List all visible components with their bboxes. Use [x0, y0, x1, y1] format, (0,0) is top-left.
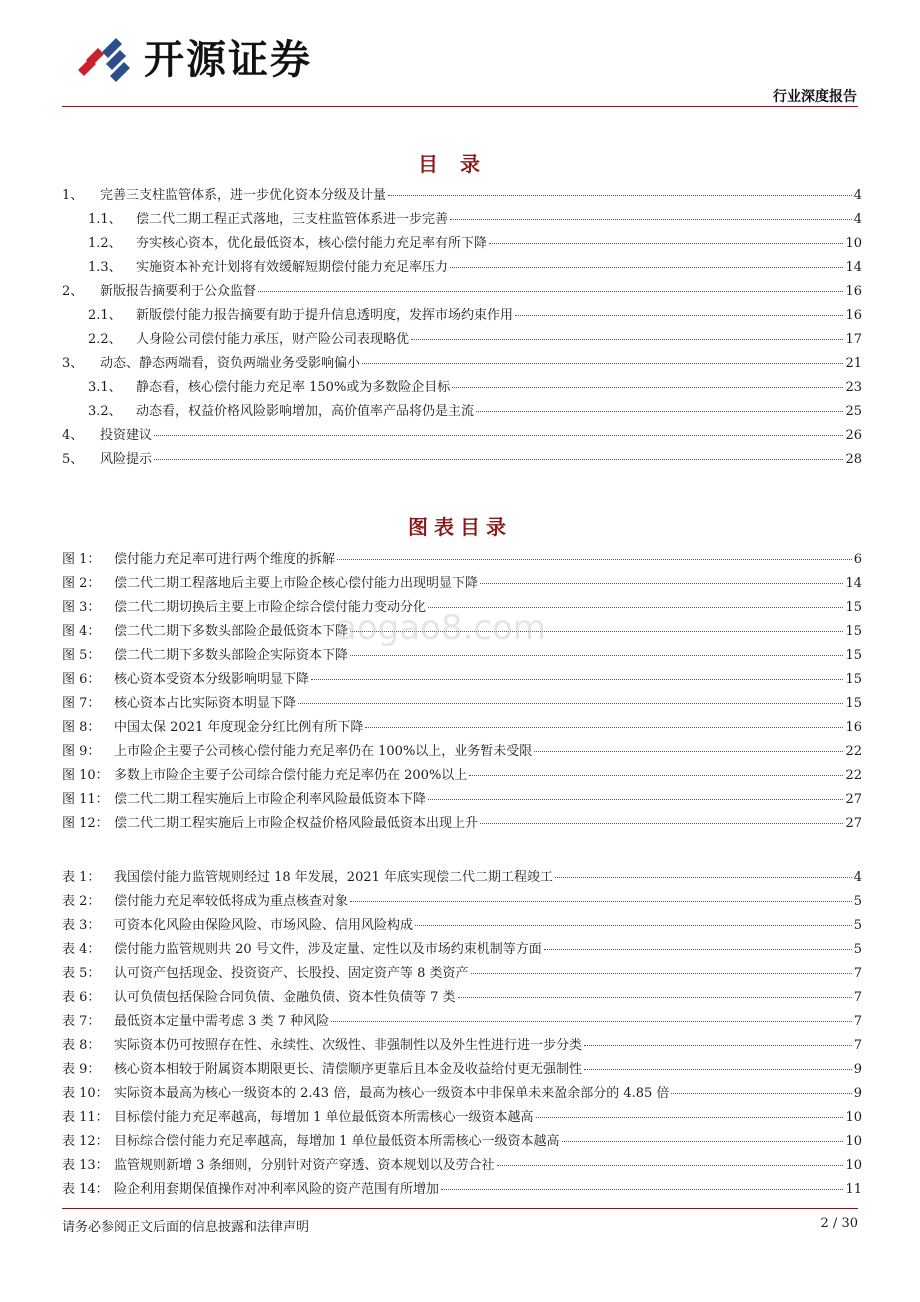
toc-entry[interactable] — [62, 448, 862, 472]
entry-number: 1.2、 — [88, 236, 122, 251]
entry-page-number: 6 — [853, 552, 862, 567]
entry-number: 表 8： — [62, 1038, 101, 1053]
entry-page-number: 5 — [853, 894, 862, 909]
entry-title: 核心资本受资本分级影响明显下降 — [114, 672, 310, 687]
toc-entry[interactable] — [62, 424, 862, 448]
toc-entry[interactable] — [62, 788, 862, 812]
entry-title: 核心资本相较于附属资本期限更长、清偿顺序更靠后且本金及收益给付更无强制性 — [114, 1062, 583, 1077]
entry-title: 实际资本仍可按照存在性、永续性、次级性、非强制性以及外生性进行进一步分类 — [114, 1038, 583, 1053]
entry-number: 表 4： — [62, 942, 101, 957]
report-type: 行业深度报告 — [773, 89, 857, 105]
toc-entry[interactable] — [62, 1034, 862, 1058]
toc-entry[interactable] — [62, 596, 862, 620]
entry-title: 最低资本定量中需考虑 3 类 7 种风险 — [114, 1014, 330, 1029]
entry-number: 表 1： — [62, 870, 101, 885]
entry-page-number: 11 — [845, 1182, 862, 1197]
dot-leader — [331, 1021, 852, 1022]
entry-page-number: 22 — [845, 744, 862, 759]
toc-entry[interactable] — [62, 400, 862, 424]
toc-entry[interactable] — [62, 1154, 862, 1178]
entry-number: 图 2： — [62, 576, 101, 591]
dot-leader — [515, 315, 843, 316]
dot-leader — [258, 291, 843, 292]
entry-page-number: 27 — [845, 792, 862, 807]
entry-page-number: 4 — [853, 188, 862, 203]
toc-entry[interactable] — [62, 986, 862, 1010]
dot-leader — [497, 1165, 844, 1166]
entry-page-number: 7 — [853, 990, 862, 1005]
dot-leader — [441, 1189, 843, 1190]
entry-page-number: 15 — [845, 672, 862, 687]
dot-leader — [671, 1093, 851, 1094]
toc-entry[interactable] — [62, 184, 862, 208]
toc-entry[interactable] — [62, 668, 862, 692]
entry-page-number: 15 — [845, 600, 862, 615]
entry-number: 表 14： — [62, 1182, 109, 1197]
toc-entry[interactable] — [62, 914, 862, 938]
watermark: aogao8.com — [336, 608, 546, 648]
entry-title: 实施资本补充计划将有效缓解短期偿付能力充足率压力 — [136, 260, 449, 275]
entry-page-number: 28 — [845, 452, 862, 467]
entry-title: 偿二代二期切换后主要上市险企综合偿付能力变动分化 — [114, 600, 427, 615]
header-divider — [62, 106, 858, 107]
dot-leader — [544, 949, 852, 950]
entry-page-number: 21 — [845, 356, 862, 371]
dot-leader — [534, 751, 843, 752]
entry-number: 图 6： — [62, 672, 101, 687]
entry-title: 多数上市险企主要子公司综合偿付能力充足率仍在 200%以上 — [114, 768, 468, 783]
toc-entry[interactable] — [62, 620, 862, 644]
entry-title: 动态看，权益价格风险影响增加，高价值率产品将仍是主流 — [136, 404, 475, 419]
toc-entry[interactable] — [62, 232, 862, 256]
toc-entry[interactable] — [62, 328, 862, 352]
entry-page-number: 16 — [845, 308, 862, 323]
entry-page-number: 5 — [853, 942, 862, 957]
toc-entry[interactable] — [62, 1178, 862, 1202]
entry-number: 图 1： — [62, 552, 101, 567]
entry-number: 图 4： — [62, 624, 101, 639]
entry-number: 2.1、 — [88, 308, 122, 323]
entry-title: 偿付能力监管规则共 20 号文件，涉及定量、定性以及市场约束机制等方面 — [114, 942, 542, 957]
entry-page-number: 9 — [853, 1086, 862, 1101]
entry-title: 监管规则新增 3 条细则，分别针对资产穿透、资本规划以及劳合社 — [114, 1158, 495, 1173]
entry-number: 图 12： — [62, 816, 109, 831]
entry-number: 1、 — [62, 188, 84, 203]
dot-leader — [450, 219, 852, 220]
entry-page-number: 14 — [845, 576, 862, 591]
entry-title: 目标综合偿付能力充足率越高，每增加 1 单位最低资本所需核心一级资本越高 — [114, 1134, 560, 1149]
dot-leader — [584, 1069, 852, 1070]
dot-leader — [471, 973, 852, 974]
toc-entry[interactable] — [62, 256, 862, 280]
entry-number: 表 11： — [62, 1110, 109, 1125]
dot-leader — [428, 799, 843, 800]
entry-number: 表 5： — [62, 966, 101, 981]
toc-entry[interactable] — [62, 692, 862, 716]
entry-number: 5、 — [62, 452, 84, 467]
entry-title: 险企利用套期保值操作对冲利率风险的资产范围有所增加 — [114, 1182, 440, 1197]
entry-title: 新版偿付能力报告摘要有助于提升信息透明度，发挥市场约束作用 — [136, 308, 514, 323]
entry-number: 2.2、 — [88, 332, 122, 347]
entry-title: 认可资产包括现金、投资资产、长股投、固定资产等 8 类资产 — [114, 966, 469, 981]
entry-number: 3、 — [62, 356, 84, 371]
entry-page-number: 10 — [845, 236, 862, 251]
entry-page-number: 7 — [853, 966, 862, 981]
toc-entry[interactable] — [62, 572, 862, 596]
entry-number: 表 2： — [62, 894, 101, 909]
entry-title: 上市险企主要子公司核心偿付能力充足率仍在 100%以上，业务暂未受限 — [114, 744, 533, 759]
brand-name: 开源证券 — [144, 36, 312, 83]
toc-entry[interactable] — [62, 716, 862, 740]
dot-leader — [362, 363, 843, 364]
entry-title: 人身险公司偿付能力承压，财产险公司表现略优 — [136, 332, 410, 347]
entry-page-number: 9 — [853, 1062, 862, 1077]
toc-entry[interactable] — [62, 962, 862, 986]
footer-divider — [62, 1208, 858, 1209]
entry-title: 偿二代二期下多数头部险企实际资本下降 — [114, 648, 349, 663]
dot-leader — [476, 411, 843, 412]
entry-title: 偿二代二期工程正式落地，三支柱监管体系进一步完善 — [136, 212, 449, 227]
entry-number: 表 13： — [62, 1158, 109, 1173]
entry-number: 图 11： — [62, 792, 109, 807]
entry-page-number: 15 — [845, 696, 862, 711]
dot-leader — [337, 559, 852, 560]
toc-entry[interactable] — [62, 376, 862, 400]
entry-number: 表 6： — [62, 990, 101, 1005]
dot-leader — [458, 997, 852, 998]
dot-leader — [350, 901, 852, 902]
entry-page-number: 27 — [845, 816, 862, 831]
toc-entry[interactable] — [62, 1106, 862, 1130]
toc-entry[interactable] — [62, 1082, 862, 1106]
entry-title: 目标偿付能力充足率越高，每增加 1 单位最低资本所需核心一级资本越高 — [114, 1110, 534, 1125]
entry-number: 表 7： — [62, 1014, 101, 1029]
entry-number: 3.2、 — [88, 404, 122, 419]
entry-number: 表 12： — [62, 1134, 109, 1149]
entry-number: 表 10： — [62, 1086, 109, 1101]
toc-entry[interactable] — [62, 352, 862, 376]
entry-page-number: 15 — [845, 624, 862, 639]
entry-number: 3.1、 — [88, 380, 122, 395]
entry-page-number: 16 — [845, 720, 862, 735]
entry-number: 图 8： — [62, 720, 101, 735]
entry-title: 认可负债包括保险合同负债、金融负债、资本性负债等 7 类 — [114, 990, 456, 1005]
entry-title: 中国太保 2021 年度现金分红比例有所下降 — [114, 720, 364, 735]
dot-leader — [450, 267, 843, 268]
dot-leader — [350, 631, 843, 632]
entry-page-number: 10 — [845, 1134, 862, 1149]
dot-leader — [415, 925, 852, 926]
dot-leader — [365, 727, 843, 728]
toc-entry[interactable] — [62, 644, 862, 668]
dot-leader — [584, 1045, 852, 1046]
entry-number: 图 9： — [62, 744, 101, 759]
entry-number: 1.3、 — [88, 260, 122, 275]
entry-number: 图 10： — [62, 768, 109, 783]
toc-entry[interactable] — [62, 1010, 862, 1034]
entry-title: 偿二代二期工程实施后上市险企利率风险最低资本下降 — [114, 792, 427, 807]
entry-number: 4、 — [62, 428, 84, 443]
toc-entry[interactable] — [62, 938, 862, 962]
entry-title: 偿二代二期工程落地后主要上市险企核心偿付能力出现明显下降 — [114, 576, 479, 591]
entry-page-number: 17 — [845, 332, 862, 347]
entry-page-number: 26 — [845, 428, 862, 443]
entry-title: 静态看，核心偿付能力充足率 150%或为多数险企目标 — [136, 380, 451, 395]
toc-entry[interactable] — [62, 890, 862, 914]
dot-leader — [489, 243, 843, 244]
dot-leader — [298, 703, 843, 704]
entry-title: 完善三支柱监管体系，进一步优化资本分级及计量 — [100, 188, 387, 203]
toc-entry[interactable] — [62, 304, 862, 328]
entry-title: 夯实核心资本，优化最低资本，核心偿付能力充足率有所下降 — [136, 236, 488, 251]
brand-logo — [76, 28, 312, 84]
toc-entry[interactable] — [62, 812, 862, 836]
entry-title: 核心资本占比实际资本明显下降 — [114, 696, 297, 711]
toc-list — [62, 184, 862, 472]
entry-page-number: 16 — [845, 284, 862, 299]
dot-leader — [154, 459, 843, 460]
entry-page-number: 22 — [845, 768, 862, 783]
entry-title: 偿付能力充足率可进行两个维度的拆解 — [114, 552, 336, 567]
toc-entry[interactable] — [62, 1058, 862, 1082]
entry-page-number: 10 — [845, 1110, 862, 1125]
dot-leader — [480, 823, 843, 824]
toc-title: 目录 — [418, 152, 502, 176]
entry-number: 表 9： — [62, 1062, 101, 1077]
entry-page-number: 23 — [845, 380, 862, 395]
dot-leader — [452, 387, 843, 388]
dot-leader — [350, 655, 843, 656]
entry-page-number: 4 — [853, 870, 862, 885]
entry-number: 图 3： — [62, 600, 101, 615]
table-list — [62, 866, 862, 1202]
entry-page-number: 25 — [845, 404, 862, 419]
entry-title: 风险提示 — [100, 452, 153, 467]
entry-page-number: 7 — [853, 1038, 862, 1053]
entry-number: 图 5： — [62, 648, 101, 663]
dot-leader — [469, 775, 843, 776]
toc-entry[interactable] — [62, 208, 862, 232]
entry-title: 偿二代二期下多数头部险企最低资本下降 — [114, 624, 349, 639]
toc-entry[interactable] — [62, 740, 862, 764]
entry-title: 我国偿付能力监管规则经过 18 年发展，2021 年底实现偿二代二期工程竣工 — [114, 870, 554, 885]
figures-title: 图表目录 — [408, 515, 512, 539]
entry-title: 投资建议 — [100, 428, 153, 443]
entry-title: 偿付能力充足率较低将成为重点核查对象 — [114, 894, 349, 909]
dot-leader — [311, 679, 843, 680]
toc-entry[interactable] — [62, 280, 862, 304]
toc-entry[interactable] — [62, 866, 862, 890]
entry-number: 图 7： — [62, 696, 101, 711]
entry-number: 1.1、 — [88, 212, 122, 227]
entry-title: 动态、静态两端看，资负两端业务受影响偏小 — [100, 356, 361, 371]
entry-page-number: 7 — [853, 1014, 862, 1029]
entry-page-number: 4 — [853, 212, 862, 227]
entry-page-number: 5 — [853, 918, 862, 933]
dot-leader — [562, 1141, 844, 1142]
entry-page-number: 14 — [845, 260, 862, 275]
footer-disclaimer: 请务必参阅正文后面的信息披露和法律声明 — [62, 1220, 310, 1235]
page-indicator: 2 / 30 — [820, 1216, 858, 1231]
logo-mark-icon — [76, 30, 134, 82]
dot-leader — [536, 1117, 844, 1118]
dot-leader — [480, 583, 843, 584]
dot-leader — [428, 607, 843, 608]
dot-leader — [388, 195, 852, 196]
entry-title: 偿二代二期工程实施后上市险企权益价格风险最低资本出现上升 — [114, 816, 479, 831]
dot-leader — [154, 435, 843, 436]
toc-entry[interactable] — [62, 1130, 862, 1154]
entry-title: 新版报告摘要利于公众监督 — [100, 284, 257, 299]
toc-entry[interactable] — [62, 548, 862, 572]
entry-page-number: 15 — [845, 648, 862, 663]
entry-number: 2、 — [62, 284, 84, 299]
entry-title: 实际资本最高为核心一级资本的 2.43 倍，最高为核心一级资本中非保单未来盈余部分的 4.85 倍 — [114, 1086, 670, 1101]
dot-leader — [555, 877, 852, 878]
entry-page-number: 10 — [845, 1158, 862, 1173]
toc-entry[interactable] — [62, 764, 862, 788]
dot-leader — [411, 339, 843, 340]
entry-number: 表 3： — [62, 918, 101, 933]
figure-list — [62, 548, 862, 836]
entry-title: 可资本化风险由保险风险、市场风险、信用风险构成 — [114, 918, 414, 933]
